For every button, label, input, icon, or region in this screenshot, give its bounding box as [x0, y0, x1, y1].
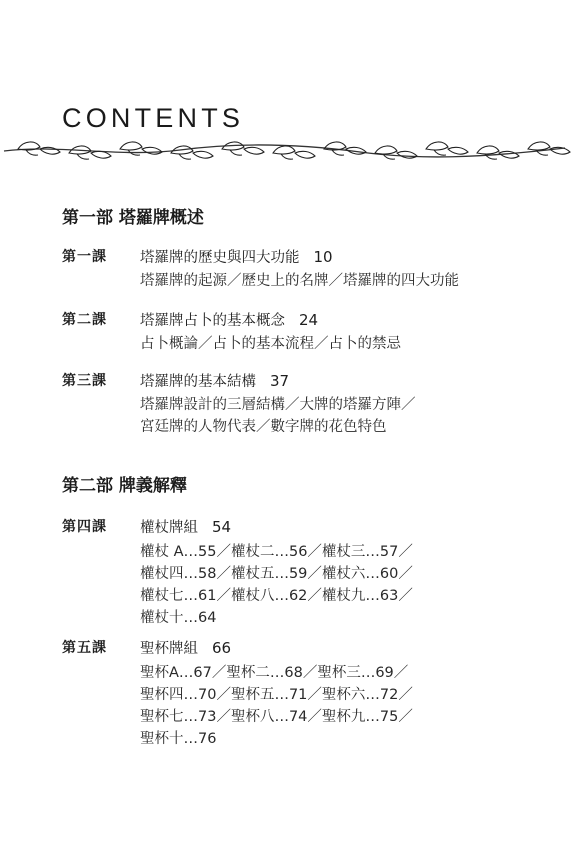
lesson-title: 塔羅牌占卜的基本概念 — [140, 313, 285, 329]
lesson-heading — [140, 370, 289, 391]
lesson-subtopics: 聖杯A…67／聖杯二…68／聖杯三…69／ — [140, 665, 409, 681]
part-heading: 第二部 牌義解釋 — [62, 476, 187, 496]
lesson-title: 塔羅牌的歷史與四大功能 — [140, 250, 300, 266]
lesson-number: 第一課 — [62, 249, 107, 265]
page-number: 10 — [313, 248, 333, 266]
vine-leaf — [426, 142, 468, 155]
lesson-title: 塔羅牌的基本結構 — [140, 374, 256, 390]
vine-leaf — [69, 146, 111, 159]
lesson-subtopics: 聖杯十…76 — [140, 731, 217, 747]
page-number: 24 — [299, 311, 319, 329]
lesson-number: 第三課 — [62, 373, 107, 389]
lesson-title: 聖杯牌組 — [140, 641, 198, 657]
page-number: 37 — [270, 372, 290, 390]
lesson-title: 權杖牌組 — [140, 520, 198, 536]
lesson-heading — [140, 516, 231, 537]
lesson-number: 第四課 — [62, 519, 107, 535]
vine-leaf — [477, 146, 519, 159]
vine-leaf — [528, 142, 570, 155]
vine-leaf — [222, 142, 264, 155]
lesson-subtopics: 占卜概論／占卜的基本流程／占卜的禁忌 — [140, 336, 401, 352]
lesson-subtopics: 宮廷牌的人物代表／數字牌的花色特色 — [140, 419, 387, 435]
lesson-subtopics: 權杖十…64 — [140, 610, 217, 626]
lesson-subtopics: 聖杯七…73／聖杯八…74／聖杯九…75／ — [140, 709, 413, 725]
vine-leaf — [375, 146, 417, 159]
lesson-subtopics: 塔羅牌設計的三層結構／大牌的塔羅方陣／ — [140, 397, 416, 413]
lesson-subtopics: 權杖七…61／權杖八…62／權杖九…63／ — [140, 588, 413, 604]
lesson-subtopics: 聖杯四…70／聖杯五…71／聖杯六…72／ — [140, 687, 413, 703]
lesson-number: 第二課 — [62, 312, 107, 328]
lesson-subtopics: 權杖四…58／權杖五…59／權杖六…60／ — [140, 566, 413, 582]
page-title: CONTENTS — [62, 103, 245, 133]
vine-leaf — [273, 146, 315, 159]
page-number: 54 — [212, 518, 232, 536]
lesson-heading — [140, 637, 231, 658]
decorative-vine-divider — [0, 134, 571, 168]
lesson-heading — [140, 309, 318, 330]
lesson-subtopics: 塔羅牌的起源／歷史上的名牌／塔羅牌的四大功能 — [140, 273, 459, 289]
lesson-heading — [140, 246, 333, 267]
lesson-subtopics: 權杖 A…55／權杖二…56／權杖三…57／ — [140, 544, 413, 560]
page-number: 66 — [212, 639, 232, 657]
part-heading: 第一部 塔羅牌概述 — [62, 208, 204, 228]
lesson-number: 第五課 — [62, 640, 107, 656]
